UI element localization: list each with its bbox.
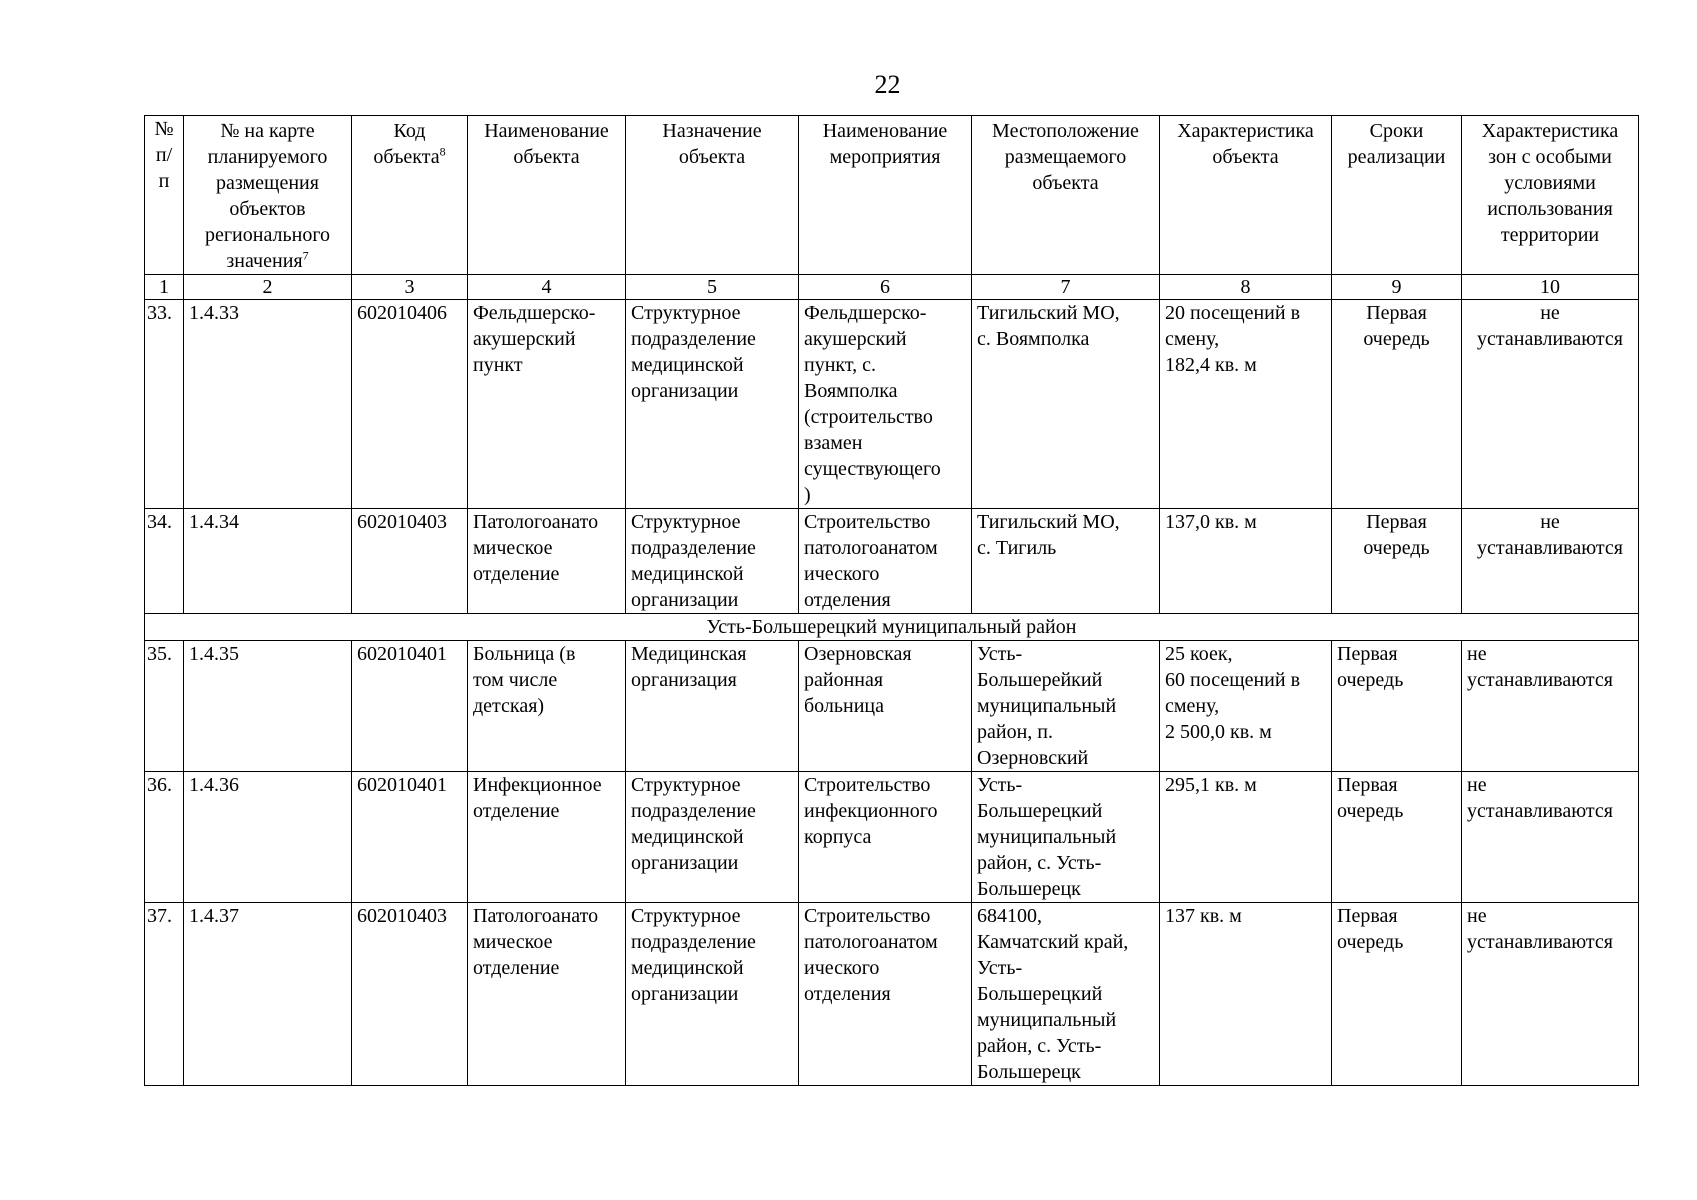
measure-name: Строительство патологоанатом ического отделения (799, 509, 972, 614)
section-title: Усть-Большерецкий муниципальный район (145, 614, 1639, 641)
column-number: 2 (184, 275, 352, 300)
table-row (145, 772, 1639, 903)
map-number: 1.4.33 (184, 300, 352, 509)
object-name: Больница (в том числе детская) (468, 641, 626, 772)
column-number: 3 (352, 275, 468, 300)
map-number: 1.4.36 (184, 772, 352, 903)
object-characteristic: 20 посещений в смену, 182,4 кв. м (1160, 300, 1332, 509)
map-number: 1.4.35 (184, 641, 352, 772)
object-code: 602010403 (352, 903, 468, 1086)
column-number: 1 (145, 275, 184, 300)
column-number: 6 (799, 275, 972, 300)
row-number: 36. (145, 772, 184, 903)
table-row (145, 641, 1639, 772)
zone-characteristic: не устанавливаются (1462, 300, 1639, 509)
column-number: 5 (626, 275, 799, 300)
table-row (145, 300, 1639, 509)
object-code: 602010403 (352, 509, 468, 614)
zone-characteristic: не устанавливаются (1462, 641, 1639, 772)
implementation-term: Первая очередь (1332, 903, 1462, 1086)
table-row (145, 509, 1639, 614)
column-number-row (145, 275, 1639, 300)
header-location: Местоположение размещаемого объекта (972, 116, 1160, 275)
zone-characteristic: не устанавливаются (1462, 903, 1639, 1086)
planned-objects-table (144, 115, 1639, 1086)
object-characteristic: 137,0 кв. м (1160, 509, 1332, 614)
object-purpose: Структурное подразделение медицинской организации (626, 300, 799, 509)
header-terms: Сроки реализации (1332, 116, 1462, 275)
implementation-term: Первая очередь (1332, 300, 1462, 509)
object-location: Тигильский МО, с. Воямполка (972, 300, 1160, 509)
header-map-number: № на карте планируемого размещения объектов регионального значения$^7$ (184, 116, 352, 275)
row-number: 34. (145, 509, 184, 614)
map-number: 1.4.34 (184, 509, 352, 614)
header-row-number: № п/ п (145, 116, 184, 275)
object-location: Усть- Большерейкий муниципальный район, п. Озерновский (972, 641, 1160, 772)
header-zones: Характеристика зон с особыми условиями использования территории (1462, 116, 1639, 275)
table-row (145, 903, 1639, 1086)
implementation-term: Первая очередь (1332, 772, 1462, 903)
column-number: 7 (972, 275, 1160, 300)
row-number: 37. (145, 903, 184, 1086)
header-object-purpose: Назначение объекта (626, 116, 799, 275)
object-purpose: Структурное подразделение медицинской организации (626, 772, 799, 903)
object-purpose: Структурное подразделение медицинской организации (626, 509, 799, 614)
object-purpose: Медицинская организация (626, 641, 799, 772)
measure-name: Строительство инфекционного корпуса (799, 772, 972, 903)
zone-characteristic: не устанавливаются (1462, 772, 1639, 903)
object-characteristic: 295,1 кв. м (1160, 772, 1332, 903)
map-number: 1.4.37 (184, 903, 352, 1086)
object-characteristic: 25 коек, 60 посещений в смену, 2 500,0 кв. м (1160, 641, 1332, 772)
measure-name: Фельдшерско- акушерский пункт, с. Воямполка (строительство взамен существующего ) (799, 300, 972, 509)
object-location: Усть- Большерецкий муниципальный район, с. Усть- Большерецк (972, 772, 1160, 903)
object-code: 602010401 (352, 641, 468, 772)
implementation-term: Первая очередь (1332, 641, 1462, 772)
object-purpose: Структурное подразделение медицинской организации (626, 903, 799, 1086)
object-code: 602010406 (352, 300, 468, 509)
object-name: Инфекционное отделение (468, 772, 626, 903)
zone-characteristic: не устанавливаются (1462, 509, 1639, 614)
object-location: Тигильский МО, с. Тигиль (972, 509, 1160, 614)
row-number: 33. (145, 300, 184, 509)
measure-name: Строительство патологоанатом ического отделения (799, 903, 972, 1086)
measure-name: Озерновская районная больница (799, 641, 972, 772)
row-number: 35. (145, 641, 184, 772)
header-object-code: Код объекта$^8$ (352, 116, 468, 275)
header-measure-name: Наименование мероприятия (799, 116, 972, 275)
column-number: 9 (1332, 275, 1462, 300)
object-name: Патологоанато мическое отделение (468, 903, 626, 1086)
column-number: 4 (468, 275, 626, 300)
object-location: 684100, Камчатский край, Усть- Большерецкий муниципальный район, с. Усть- Большерецк (972, 903, 1160, 1086)
column-number: 10 (1462, 275, 1639, 300)
header-characteristic: Характеристика объекта (1160, 116, 1332, 275)
object-name: Фельдшерско- акушерский пункт (468, 300, 626, 509)
table-header-row (145, 116, 1639, 275)
implementation-term: Первая очередь (1332, 509, 1462, 614)
section-row (145, 614, 1639, 641)
page-number: 22 (874, 70, 901, 99)
object-characteristic: 137 кв. м (1160, 903, 1332, 1086)
header-object-name: Наименование объекта (468, 116, 626, 275)
object-name: Патологоанато мическое отделение (468, 509, 626, 614)
object-code: 602010401 (352, 772, 468, 903)
column-number: 8 (1160, 275, 1332, 300)
